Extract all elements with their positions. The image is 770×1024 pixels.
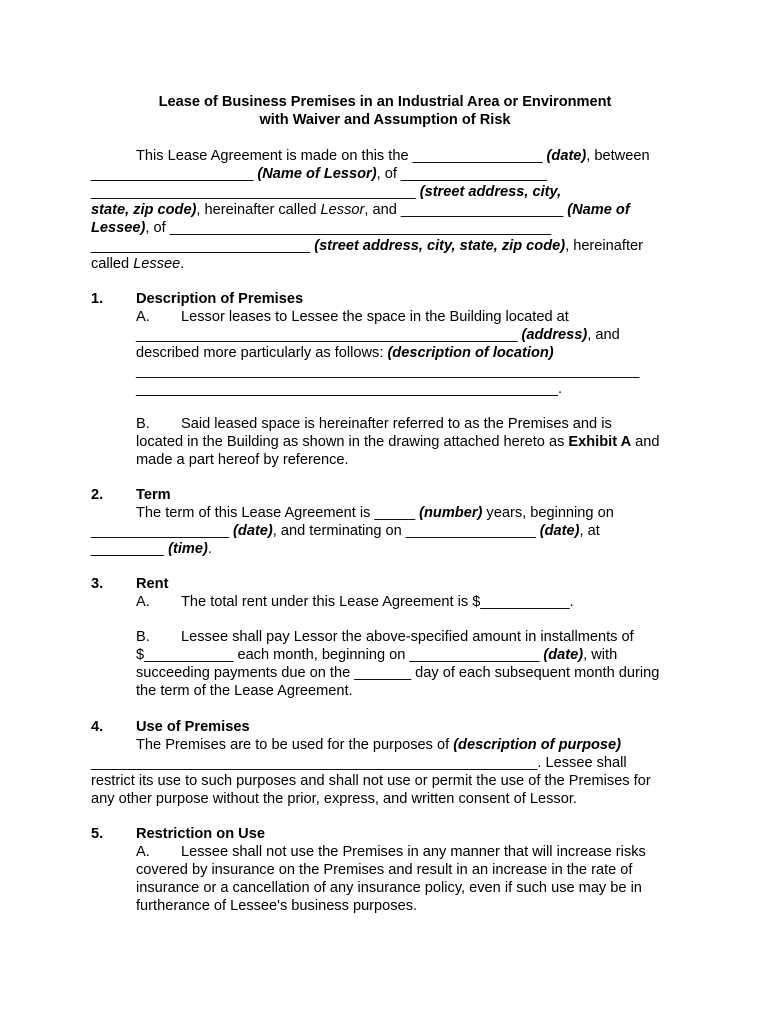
section-field-label: (date) (543, 647, 584, 663)
document-title-line-1: Lease of Business Premises in an Industrial Area or Environment (158, 94, 612, 110)
section-4-line-4: any other purpose without the prior, express, and written consent of Lessor. (91, 791, 577, 807)
section-3b-line-2 (136, 646, 617, 664)
section-2-line-1 (136, 504, 614, 522)
section-4-line-3: restrict its use to such purposes and shall not use or permit the use of the Premises for (91, 773, 651, 789)
intro-field-label: (Name of (567, 202, 630, 218)
intro-text: ____________________ (91, 166, 258, 182)
section-1b-label: B. (136, 416, 150, 432)
section-text: _________________ (91, 523, 234, 539)
intro-line-7 (91, 255, 184, 273)
section-1a-line-5: ____________________________________________________. (136, 381, 563, 397)
intro-field-label: (street address, city, state, zip code) (314, 238, 566, 254)
section-field-label: (number) (419, 505, 483, 521)
intro-line-1 (136, 147, 650, 165)
section-5a-line-4: furtherance of Lessee's business purposes. (136, 898, 418, 914)
section-2-heading: Term (136, 487, 171, 503)
intro-field-label: Lessee) (91, 220, 146, 236)
section-3b-line-3: succeeding payments due on the _______ day of each subsequent month during (136, 665, 660, 681)
section-2-line-2 (91, 522, 600, 540)
section-4-line-2: _______________________________________________________. Lessee shall (91, 755, 627, 771)
section-text: located in the Building as shown in the drawing attached hereto as (136, 434, 569, 450)
exhibit-reference: Exhibit A (568, 434, 632, 450)
document-title-line-2: with Waiver and Assumption of Risk (259, 112, 511, 128)
section-field-label: (date) (233, 523, 273, 539)
intro-line-3 (91, 183, 561, 201)
intro-text: . (180, 256, 185, 272)
intro-text: , hereinafter called (196, 202, 321, 218)
section-1b-line-1: Said leased space is hereinafter referred to as the Premises and is (181, 416, 612, 432)
intro-text: , between (586, 148, 650, 164)
intro-line-4 (91, 201, 630, 219)
section-text: $___________ each month, beginning on ________________ (136, 647, 544, 663)
section-5a-label: A. (136, 844, 150, 860)
intro-term: Lessor (320, 202, 365, 218)
section-5-number: 5. (91, 826, 104, 842)
intro-text: , hereinafter (565, 238, 643, 254)
section-5a-line-2: covered by insurance on the Premises and result in an increase in the rate of (136, 862, 633, 878)
section-1a-line-1: Lessor leases to Lessee the space in the Building located at (181, 309, 569, 325)
section-3b-line-4: the term of the Lease Agreement. (136, 683, 353, 699)
section-field-label: (description of purpose) (453, 737, 622, 753)
section-text: _______________________________________________ (136, 327, 522, 343)
intro-text: , of __________________ (376, 166, 548, 182)
section-text: years, beginning on (482, 505, 614, 521)
section-text: The term of this Lease Agreement is _____ (136, 505, 420, 521)
section-5a-line-1: Lessee shall not use the Premises in any manner that will increase risks (181, 844, 646, 860)
section-3b-label: B. (136, 629, 150, 645)
section-4-line-1 (136, 736, 621, 754)
section-4-heading: Use of Premises (136, 719, 250, 735)
section-5a-line-3: insurance or a cancellation of any insurance policy, even if such use may be in (136, 880, 642, 896)
section-field-label: (description of location) (387, 345, 554, 361)
section-text: described more particularly as follows: (136, 345, 388, 361)
intro-field-label: (date) (546, 148, 587, 164)
section-text: The Premises are to be used for the purposes of (136, 737, 454, 753)
section-text: , and terminating on ________________ (272, 523, 540, 539)
section-3-number: 3. (91, 576, 104, 592)
intro-text: ________________________________________ (91, 184, 420, 200)
section-1-number: 1. (91, 291, 104, 307)
intro-text: , and ____________________ (364, 202, 568, 218)
section-text: , at (579, 523, 600, 539)
intro-term: Lessee (133, 256, 181, 272)
section-1a-line-3 (136, 344, 554, 362)
section-1a-label: A. (136, 309, 150, 325)
section-field-label: (address) (521, 327, 588, 343)
section-2-number: 2. (91, 487, 104, 503)
intro-line-6 (91, 237, 643, 255)
intro-text: This Lease Agreement is made on this the ________________ (136, 148, 547, 164)
section-text: , and (587, 327, 620, 343)
intro-line-2 (91, 165, 547, 183)
intro-text: ___________________________ (91, 238, 315, 254)
section-text: _________ (91, 541, 169, 557)
section-1b-line-3: made a part hereof by reference. (136, 452, 349, 468)
section-text: and (631, 434, 660, 450)
intro-field-label: (street address, city, (419, 184, 562, 200)
section-3a-line-1: The total rent under this Lease Agreement is $___________. (181, 594, 574, 610)
intro-text: , of _______________________________________________ (145, 220, 552, 236)
section-text: . (207, 541, 212, 557)
section-1a-line-2 (136, 326, 620, 344)
section-3-heading: Rent (136, 576, 169, 592)
intro-field-label: (Name of Lessor) (257, 166, 377, 182)
section-text: , with (583, 647, 618, 663)
section-1a-line-4: ______________________________________________________________ (136, 363, 640, 379)
intro-line-5 (91, 219, 551, 237)
intro-text: called (91, 256, 134, 272)
section-5-heading: Restriction on Use (136, 826, 265, 842)
section-3b-line-1: Lessee shall pay Lessor the above-specified amount in installments of (181, 629, 634, 645)
section-2-line-3 (91, 540, 212, 558)
section-field-label: (date) (539, 523, 580, 539)
section-1-heading: Description of Premises (136, 291, 304, 307)
section-3a-label: A. (136, 594, 150, 610)
section-field-label: (time) (168, 541, 208, 557)
section-1b-line-2 (136, 433, 660, 451)
intro-field-label: state, zip code) (91, 202, 197, 218)
section-4-number: 4. (91, 719, 104, 735)
